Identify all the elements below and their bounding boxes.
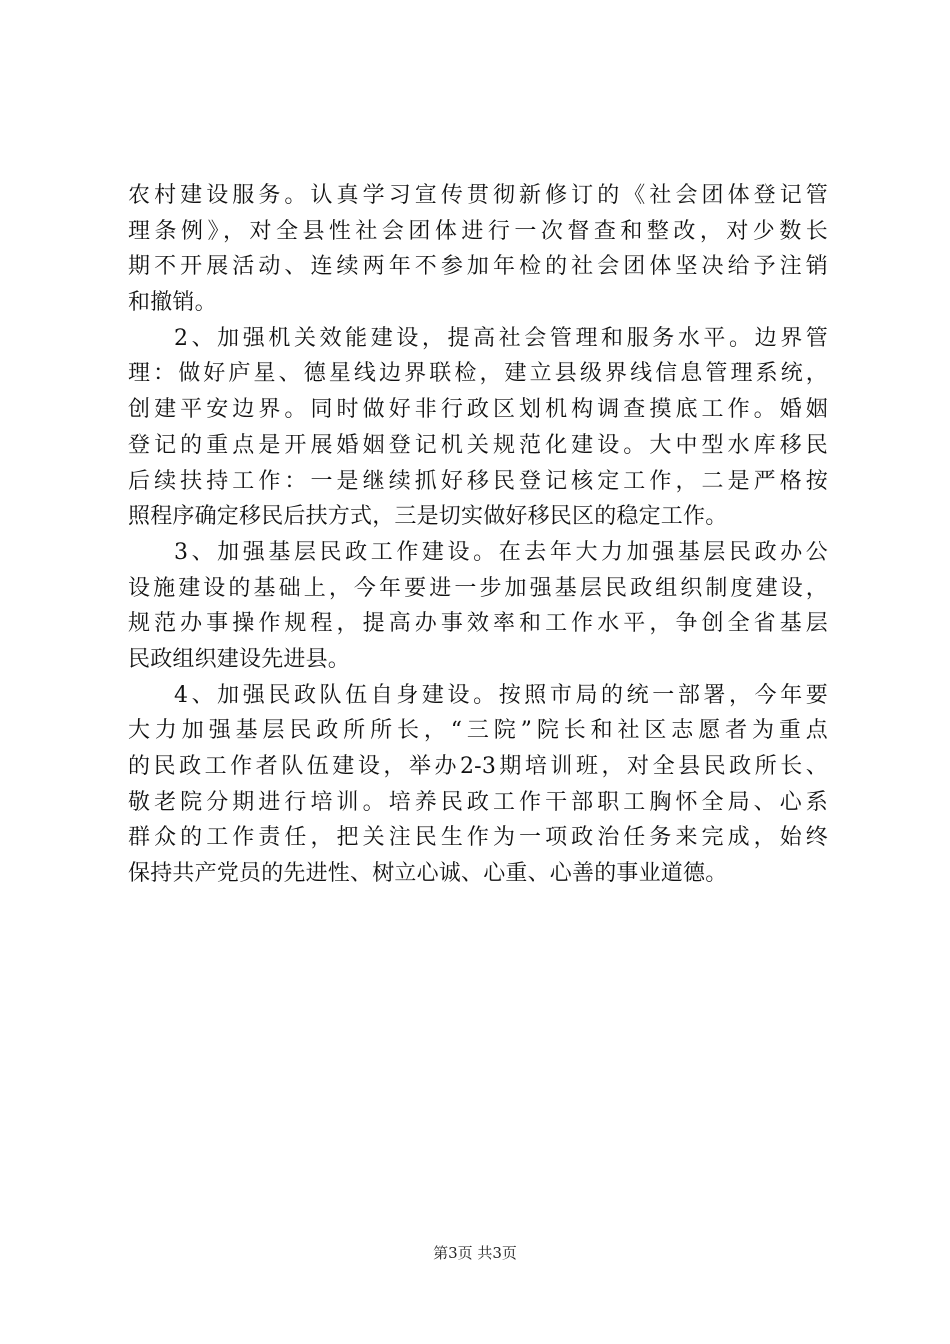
text-line: 的民政工作者队伍建设，举办2-3期培训班，对全县民政所长、 bbox=[128, 754, 828, 779]
text-line: 理条例》，对全县性社会团体进行一次督查和整改，对少数长 bbox=[128, 218, 828, 244]
text-line: 照程序确定移民后扶方式，三是切实做好移民区的稳定工作。 bbox=[128, 504, 728, 530]
text-line: 登记的重点是开展婚姻登记机关规范化建设。大中型水库移民 bbox=[128, 432, 828, 458]
body-text bbox=[128, 178, 828, 892]
text-line: 和撤销。 bbox=[128, 290, 217, 316]
text-line: 2、加强机关效能建设，提高社会管理和服务水平。边界管 bbox=[174, 325, 828, 351]
text-line: 后续扶持工作：一是继续抓好移民登记核定工作，二是严格按 bbox=[128, 468, 828, 494]
text-line: 规范办事操作规程，提高办事效率和工作水平，争创全省基层 bbox=[128, 611, 828, 637]
text-line: 理：做好庐星、德星线边界联检，建立县级界线信息管理系统， bbox=[128, 361, 828, 387]
text-line: 创建平安边界。同时做好非行政区划机构调查摸底工作。婚姻 bbox=[128, 397, 828, 423]
text-line: 设施建设的基础上，今年要进一步加强基层民政组织制度建设， bbox=[128, 575, 828, 601]
text-line: 群众的工作责任，把关注民生作为一项政治任务来完成，始终 bbox=[128, 825, 828, 851]
text-line: 敬老院分期进行培训。培养民政工作干部职工胸怀全局、心系 bbox=[128, 789, 828, 815]
text-line: 农村建设服务。认真学习宣传贯彻新修订的《社会团体登记管 bbox=[128, 183, 828, 208]
text-line: 3、加强基层民政工作建设。在去年大力加强基层民政办公 bbox=[174, 539, 828, 565]
text-line: 期不开展活动、连续两年不参加年检的社会团体坚决给予注销 bbox=[128, 254, 828, 280]
text-line: 保持共产党员的先进性、树立心诚、心重、心善的事业道德。 bbox=[128, 861, 728, 887]
page-footer: 第3页 共3页 bbox=[433, 1244, 517, 1262]
text-line: 大力加强基层民政所所长，“三院”院长和社区志愿者为重点 bbox=[128, 718, 828, 744]
text-line: 民政组织建设先进县。 bbox=[128, 646, 351, 672]
text-line: 4、加强民政队伍自身建设。按照市局的统一部署，今年要 bbox=[174, 682, 828, 708]
